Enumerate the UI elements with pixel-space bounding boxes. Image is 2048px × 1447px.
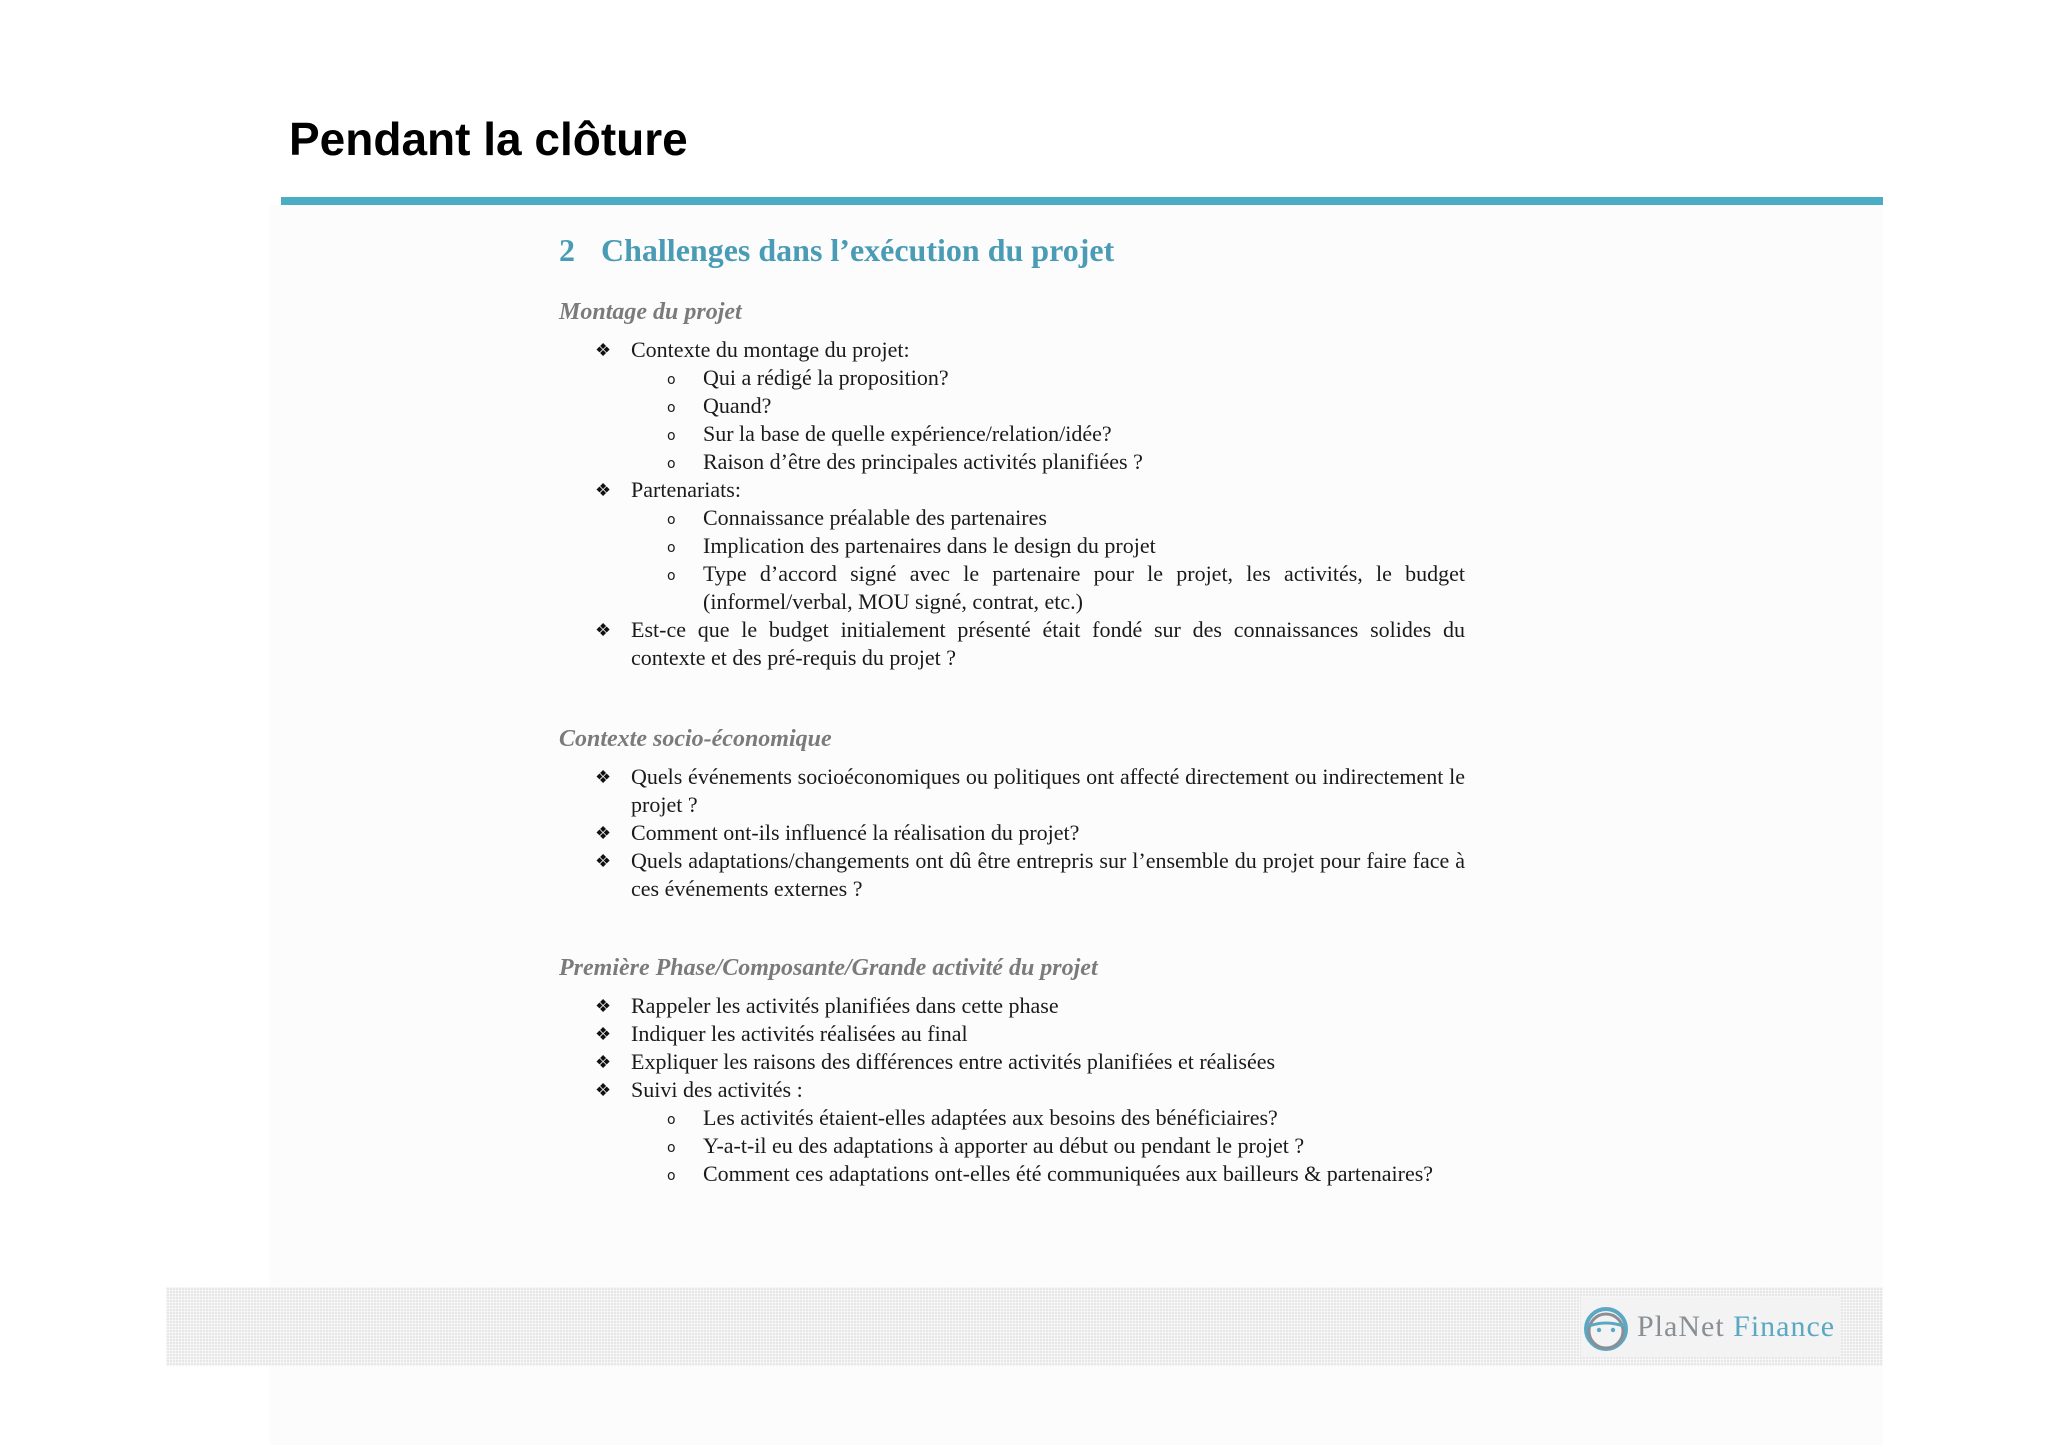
sub-item-text: Qui a rédigé la proposition? — [703, 365, 949, 390]
section-title: Contexte socio-économique — [559, 726, 832, 752]
list-item-text: Quels adaptations/changements ont dû être entrepris sur l’ensemble du projet pour faire face à ces événements externes ? — [631, 848, 1465, 901]
list-item — [559, 847, 1465, 903]
sub-list-item — [631, 1104, 1465, 1132]
circle-bullet-icon: o — [667, 540, 676, 556]
sub-list — [631, 504, 1465, 616]
list-item — [559, 1020, 1465, 1048]
list-item-text: Contexte du montage du projet: — [631, 337, 910, 362]
sub-list-item — [631, 1132, 1465, 1160]
logo-wordmark — [1637, 1310, 1835, 1344]
bullet-list — [559, 992, 1465, 1188]
sub-list-item — [631, 448, 1465, 476]
diamond-bullet-icon: ❖ — [595, 1024, 612, 1044]
circle-bullet-icon: o — [667, 1140, 676, 1156]
section-contexte — [559, 726, 1465, 903]
heading-text: Challenges dans l’exécution du projet — [601, 232, 1115, 268]
circle-bullet-icon: o — [667, 1112, 676, 1128]
sub-item-text: Sur la base de quelle expérience/relation/idée? — [703, 421, 1112, 446]
document-content — [559, 232, 1465, 1188]
list-item-text: Suivi des activités : — [631, 1077, 803, 1102]
sub-item-text: Y-a-t-il eu des adaptations à apporter au début ou pendant le projet ? — [703, 1133, 1305, 1158]
sub-list-item — [631, 364, 1465, 392]
circle-bullet-icon: o — [667, 568, 676, 584]
list-item — [559, 336, 1465, 476]
diamond-bullet-icon: ❖ — [595, 851, 612, 871]
sub-item-text: Les activités étaient-elles adaptées aux besoins des bénéficiaires? — [703, 1105, 1278, 1130]
slide-title: Pendant la clôture — [289, 113, 688, 165]
sub-list — [631, 364, 1465, 476]
list-item — [559, 476, 1465, 616]
sub-list — [631, 1104, 1465, 1188]
diamond-bullet-icon: ❖ — [595, 767, 612, 787]
diamond-bullet-icon: ❖ — [595, 1080, 612, 1100]
bullet-list — [559, 336, 1465, 672]
sub-item-text: Connaissance préalable des partenaires — [703, 505, 1047, 530]
sub-item-text: Comment ces adaptations ont-elles été communiquées aux bailleurs & partenaires? — [703, 1161, 1434, 1186]
list-item-text: Indiquer les activités réalisées au final — [631, 1021, 968, 1046]
diamond-bullet-icon: ❖ — [595, 480, 612, 500]
section-premiere-phase — [559, 955, 1465, 1188]
circle-bullet-icon: o — [667, 428, 676, 444]
sub-item-text: Implication des partenaires dans le design du projet — [703, 533, 1156, 558]
document-heading — [559, 232, 1465, 269]
diamond-bullet-icon: ❖ — [595, 340, 612, 360]
list-item — [559, 616, 1465, 672]
diamond-bullet-icon: ❖ — [595, 823, 612, 843]
title-divider — [281, 197, 1883, 205]
list-item-text: Quels événements socioéconomiques ou politiques ont affecté directement ou indirectement le projet ? — [631, 764, 1465, 817]
planet-finance-logo — [1581, 1297, 1841, 1357]
sub-list-item — [631, 420, 1465, 448]
diamond-bullet-icon: ❖ — [595, 1052, 612, 1072]
list-item — [559, 819, 1465, 847]
list-item — [559, 1076, 1465, 1188]
diamond-bullet-icon: ❖ — [595, 996, 612, 1016]
list-item-text: Est-ce que le budget initialement présenté était fondé sur des connaissances solides du contexte et des pré-requis du projet ? — [631, 617, 1465, 670]
circle-bullet-icon: o — [667, 1168, 676, 1184]
list-item — [559, 763, 1465, 819]
circle-bullet-icon: o — [667, 456, 676, 472]
list-item — [559, 1048, 1465, 1076]
list-item-text: Comment ont-ils influencé la réalisation du projet? — [631, 820, 1080, 845]
circle-bullet-icon: o — [667, 512, 676, 528]
heading-number: 2 — [559, 232, 575, 268]
sub-item-text: Raison d’être des principales activités planifiées ? — [703, 449, 1143, 474]
list-item-text: Rappeler les activités planifiées dans cette phase — [631, 993, 1059, 1018]
section-title: Montage du projet — [559, 299, 742, 325]
sub-item-text: Quand? — [703, 393, 772, 418]
sub-item-text: Type d’accord signé avec le partenaire pour le projet, les activités, le budget (informel/verbal, MOU signé, contrat, etc.) — [703, 561, 1465, 614]
section-montage — [559, 299, 1465, 672]
circle-bullet-icon: o — [667, 372, 676, 388]
list-item-text: Partenariats: — [631, 477, 741, 502]
sub-list-item — [631, 532, 1465, 560]
sub-list-item — [631, 504, 1465, 532]
bullet-list — [559, 763, 1465, 903]
sub-list-item — [631, 1160, 1465, 1188]
logo-text-finance: Finance — [1733, 1310, 1836, 1343]
planet-finance-logo-icon — [1581, 1298, 1631, 1356]
sub-list-item — [631, 392, 1465, 420]
logo-text-planet: PlaNet — [1637, 1310, 1725, 1343]
sub-list-item — [631, 560, 1465, 616]
list-item — [559, 992, 1465, 1020]
diamond-bullet-icon: ❖ — [595, 620, 612, 640]
list-item-text: Expliquer les raisons des différences entre activités planifiées et réalisées — [631, 1049, 1276, 1074]
circle-bullet-icon: o — [667, 400, 676, 416]
section-title: Première Phase/Composante/Grande activité du projet — [559, 955, 1098, 981]
